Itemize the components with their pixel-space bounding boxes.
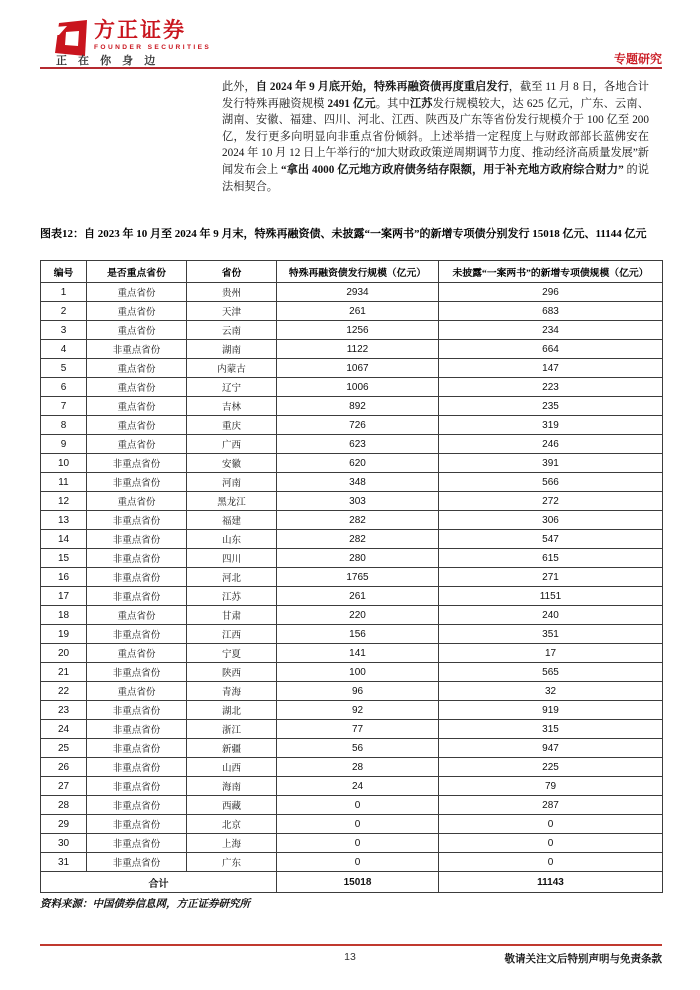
table-cell: 安徽 xyxy=(187,454,277,473)
table-cell: 246 xyxy=(439,435,663,454)
body-paragraph xyxy=(222,79,649,195)
table-cell: 565 xyxy=(439,663,663,682)
footer-divider xyxy=(40,944,662,946)
table-row xyxy=(41,454,663,473)
table-cell: 141 xyxy=(277,644,439,663)
table-row xyxy=(41,739,663,758)
table-cell: 青海 xyxy=(187,682,277,701)
table-cell: 10 xyxy=(41,454,87,473)
table-cell: 四川 xyxy=(187,549,277,568)
table-cell: 1067 xyxy=(277,359,439,378)
column-header: 编号 xyxy=(41,261,87,283)
table-cell: 892 xyxy=(277,397,439,416)
table-cell: 江西 xyxy=(187,625,277,644)
table-cell: 重点省份 xyxy=(87,606,187,625)
table-cell: 919 xyxy=(439,701,663,720)
table-row xyxy=(41,530,663,549)
table-cell: 重点省份 xyxy=(87,682,187,701)
table-cell: 623 xyxy=(277,435,439,454)
table-total-row xyxy=(41,872,663,893)
table-cell: 非重点省份 xyxy=(87,834,187,853)
table-row xyxy=(41,625,663,644)
table-cell: 15 xyxy=(41,549,87,568)
table-cell: 新疆 xyxy=(187,739,277,758)
table-cell: 31 xyxy=(41,853,87,872)
table-cell: 272 xyxy=(439,492,663,511)
table-cell: 江苏 xyxy=(187,587,277,606)
table-cell: 非重点省份 xyxy=(87,701,187,720)
table-cell: 24 xyxy=(41,720,87,739)
table-cell: 2934 xyxy=(277,283,439,302)
table-cell: 山西 xyxy=(187,758,277,777)
table-cell: 271 xyxy=(439,568,663,587)
table-cell: 348 xyxy=(277,473,439,492)
table-cell: 非重点省份 xyxy=(87,511,187,530)
table-cell: 30 xyxy=(41,834,87,853)
page-number: 13 xyxy=(344,951,356,963)
table-cell: 1006 xyxy=(277,378,439,397)
table-cell: 4 xyxy=(41,340,87,359)
table-cell: 非重点省份 xyxy=(87,758,187,777)
table-row xyxy=(41,777,663,796)
header-divider xyxy=(40,67,662,69)
table-cell: 5 xyxy=(41,359,87,378)
paragraph-segment: 的说法相契合。 xyxy=(222,163,649,193)
paragraph-segment: 江苏 xyxy=(409,97,433,110)
table-cell: 1 xyxy=(41,283,87,302)
table-cell: 2 xyxy=(41,302,87,321)
table-row xyxy=(41,321,663,340)
table-cell: 1122 xyxy=(277,340,439,359)
table-cell: 黑龙江 xyxy=(187,492,277,511)
table-cell: 西藏 xyxy=(187,796,277,815)
table-cell: 浙江 xyxy=(187,720,277,739)
table-cell: 22 xyxy=(41,682,87,701)
table-cell: 351 xyxy=(439,625,663,644)
figure-table xyxy=(40,260,663,893)
table-cell: 220 xyxy=(277,606,439,625)
total-label-cell: 合计 xyxy=(41,872,277,893)
table-row xyxy=(41,397,663,416)
table-row xyxy=(41,568,663,587)
table-cell: 28 xyxy=(277,758,439,777)
table-cell: 223 xyxy=(439,378,663,397)
table-cell: 9 xyxy=(41,435,87,454)
table-cell: 重点省份 xyxy=(87,378,187,397)
table-cell: 0 xyxy=(439,834,663,853)
column-header: 是否重点省份 xyxy=(87,261,187,283)
table-cell: 18 xyxy=(41,606,87,625)
paragraph-segment: 发行规模较大，达 625 亿元，广东、云南、湖南、安徽、福建、四川、河北、江西、陕西及广东等省份发行规模介于 100 亿至 200 亿，发行更多向明显向非重点省份倾斜。上述举措一定程度上与财政部部长蓝佛安在 2024 年 10 月 12 日上午举行的“加大财政政策逆周期调节力度、推动经济高质量发展”新闻发布会上 xyxy=(222,97,649,176)
table-cell: 6 xyxy=(41,378,87,397)
table-cell: 79 xyxy=(439,777,663,796)
table-cell: 306 xyxy=(439,511,663,530)
table-cell: 303 xyxy=(277,492,439,511)
table-row xyxy=(41,606,663,625)
table-cell: 非重点省份 xyxy=(87,853,187,872)
brand-slogan: 正 在 你 身 边 xyxy=(56,55,160,67)
paragraph-segment: “拿出 4000 亿元地方政府债务结存限额，用于补充地方政府综合财力” xyxy=(281,163,624,176)
table-cell: 上海 xyxy=(187,834,277,853)
table-row xyxy=(41,815,663,834)
table-cell: 1765 xyxy=(277,568,439,587)
paragraph-segment: ，截至 11 月 8 日，各地合计发行特殊再融资规模 xyxy=(222,81,649,110)
table-row xyxy=(41,378,663,397)
table-cell: 615 xyxy=(439,549,663,568)
table-cell: 湖南 xyxy=(187,340,277,359)
table-cell: 重点省份 xyxy=(87,435,187,454)
table-cell: 282 xyxy=(277,530,439,549)
table-row xyxy=(41,435,663,454)
table-cell: 664 xyxy=(439,340,663,359)
table-cell: 77 xyxy=(277,720,439,739)
footer-disclaimer: 敬请关注文后特别声明与免责条款 xyxy=(504,954,662,965)
table-cell: 29 xyxy=(41,815,87,834)
table-cell: 重点省份 xyxy=(87,283,187,302)
table-cell: 河南 xyxy=(187,473,277,492)
table-cell: 非重点省份 xyxy=(87,340,187,359)
paragraph-segment: 。其中 xyxy=(375,97,410,110)
table-cell: 湖北 xyxy=(187,701,277,720)
paragraph-segment: 自 2024 年 9 月底开始，特殊再融资债再度重启发行 xyxy=(255,81,509,93)
total-value-cell: 11143 xyxy=(439,872,663,893)
table-row xyxy=(41,796,663,815)
table-cell: 陕西 xyxy=(187,663,277,682)
table-cell: 非重点省份 xyxy=(87,530,187,549)
table-cell: 山东 xyxy=(187,530,277,549)
data-source-note: 资料来源：中国债券信息网，方正证券研究所 xyxy=(40,899,250,910)
table-cell: 广东 xyxy=(187,853,277,872)
column-header: 省份 xyxy=(187,261,277,283)
total-value-cell: 15018 xyxy=(277,872,439,893)
table-row xyxy=(41,473,663,492)
table-cell: 宁夏 xyxy=(187,644,277,663)
figure-table-wrapper xyxy=(40,260,662,893)
table-cell: 26 xyxy=(41,758,87,777)
table-cell: 内蒙古 xyxy=(187,359,277,378)
brand-name-en: FOUNDER SECURITIES xyxy=(94,44,212,51)
table-cell: 16 xyxy=(41,568,87,587)
table-cell: 391 xyxy=(439,454,663,473)
table-cell: 280 xyxy=(277,549,439,568)
table-cell: 重点省份 xyxy=(87,359,187,378)
table-cell: 25 xyxy=(41,739,87,758)
table-cell: 0 xyxy=(277,853,439,872)
table-row xyxy=(41,682,663,701)
table-cell: 甘肃 xyxy=(187,606,277,625)
table-cell: 吉林 xyxy=(187,397,277,416)
table-cell: 21 xyxy=(41,663,87,682)
table-cell: 广西 xyxy=(187,435,277,454)
table-cell: 23 xyxy=(41,701,87,720)
table-cell: 147 xyxy=(439,359,663,378)
table-row xyxy=(41,587,663,606)
table-cell: 32 xyxy=(439,682,663,701)
table-row xyxy=(41,663,663,682)
table-cell: 24 xyxy=(277,777,439,796)
table-cell: 547 xyxy=(439,530,663,549)
table-cell: 0 xyxy=(439,853,663,872)
table-cell: 726 xyxy=(277,416,439,435)
table-cell: 非重点省份 xyxy=(87,739,187,758)
table-cell: 13 xyxy=(41,511,87,530)
table-cell: 11 xyxy=(41,473,87,492)
table-cell: 19 xyxy=(41,625,87,644)
table-cell: 28 xyxy=(41,796,87,815)
table-cell: 17 xyxy=(439,644,663,663)
table-cell: 非重点省份 xyxy=(87,587,187,606)
table-cell: 辽宁 xyxy=(187,378,277,397)
table-cell: 海南 xyxy=(187,777,277,796)
table-cell: 287 xyxy=(439,796,663,815)
table-cell: 261 xyxy=(277,302,439,321)
table-cell: 重点省份 xyxy=(87,416,187,435)
table-cell: 0 xyxy=(439,815,663,834)
table-cell: 282 xyxy=(277,511,439,530)
table-row xyxy=(41,340,663,359)
table-cell: 12 xyxy=(41,492,87,511)
table-cell: 17 xyxy=(41,587,87,606)
table-cell: 14 xyxy=(41,530,87,549)
table-cell: 非重点省份 xyxy=(87,815,187,834)
table-cell: 非重点省份 xyxy=(87,568,187,587)
table-cell: 1151 xyxy=(439,587,663,606)
table-cell: 云南 xyxy=(187,321,277,340)
table-cell: 非重点省份 xyxy=(87,473,187,492)
table-cell: 非重点省份 xyxy=(87,549,187,568)
table-row xyxy=(41,720,663,739)
table-cell: 非重点省份 xyxy=(87,663,187,682)
table-cell: 非重点省份 xyxy=(87,454,187,473)
table-row xyxy=(41,758,663,777)
table-cell: 235 xyxy=(439,397,663,416)
table-row xyxy=(41,492,663,511)
table-cell: 重点省份 xyxy=(87,302,187,321)
table-cell: 234 xyxy=(439,321,663,340)
table-row xyxy=(41,283,663,302)
table-header-row xyxy=(41,261,663,283)
table-cell: 225 xyxy=(439,758,663,777)
column-header: 特殊再融资债发行规模（亿元） xyxy=(277,261,439,283)
table-cell: 20 xyxy=(41,644,87,663)
table-cell: 非重点省份 xyxy=(87,625,187,644)
table-cell: 56 xyxy=(277,739,439,758)
table-cell: 重点省份 xyxy=(87,321,187,340)
table-cell: 1256 xyxy=(277,321,439,340)
table-cell: 27 xyxy=(41,777,87,796)
report-type-label: 专题研究 xyxy=(613,52,662,66)
column-header: 未披露“一案两书”的新增专项债规模（亿元） xyxy=(439,261,663,283)
table-cell: 3 xyxy=(41,321,87,340)
table-row xyxy=(41,701,663,720)
table-cell: 620 xyxy=(277,454,439,473)
table-cell: 0 xyxy=(277,834,439,853)
table-cell: 8 xyxy=(41,416,87,435)
table-cell: 947 xyxy=(439,739,663,758)
table-cell: 240 xyxy=(439,606,663,625)
paragraph-segment: 2491 亿元 xyxy=(327,97,376,110)
table-row xyxy=(41,549,663,568)
table-cell: 重点省份 xyxy=(87,397,187,416)
table-cell: 河北 xyxy=(187,568,277,587)
table-row xyxy=(41,644,663,663)
table-cell: 福建 xyxy=(187,511,277,530)
table-cell: 100 xyxy=(277,663,439,682)
table-cell: 96 xyxy=(277,682,439,701)
table-cell: 92 xyxy=(277,701,439,720)
table-cell: 贵州 xyxy=(187,283,277,302)
table-cell: 重点省份 xyxy=(87,644,187,663)
table-cell: 156 xyxy=(277,625,439,644)
table-cell: 7 xyxy=(41,397,87,416)
table-cell: 天津 xyxy=(187,302,277,321)
table-cell: 296 xyxy=(439,283,663,302)
table-cell: 0 xyxy=(277,796,439,815)
table-row xyxy=(41,834,663,853)
table-row xyxy=(41,302,663,321)
brand-name-cn: 方正证券 xyxy=(94,19,186,42)
table-cell: 非重点省份 xyxy=(87,796,187,815)
table-cell: 566 xyxy=(439,473,663,492)
table-row xyxy=(41,511,663,530)
table-cell: 319 xyxy=(439,416,663,435)
table-row xyxy=(41,416,663,435)
table-cell: 非重点省份 xyxy=(87,777,187,796)
figure-caption: 图表12：自 2023 年 10 月至 2024 年 9 月末，特殊再融资债、未披露“一案两书”的新增专项债分别发行 15018 亿元、11144 亿元 xyxy=(40,228,647,240)
table-row xyxy=(41,359,663,378)
table-cell: 0 xyxy=(277,815,439,834)
table-cell: 261 xyxy=(277,587,439,606)
table-cell: 北京 xyxy=(187,815,277,834)
table-row xyxy=(41,853,663,872)
table-cell: 683 xyxy=(439,302,663,321)
paragraph-segment: 此外， xyxy=(222,81,256,93)
table-cell: 315 xyxy=(439,720,663,739)
table-cell: 重点省份 xyxy=(87,492,187,511)
table-cell: 重庆 xyxy=(187,416,277,435)
table-cell: 非重点省份 xyxy=(87,720,187,739)
